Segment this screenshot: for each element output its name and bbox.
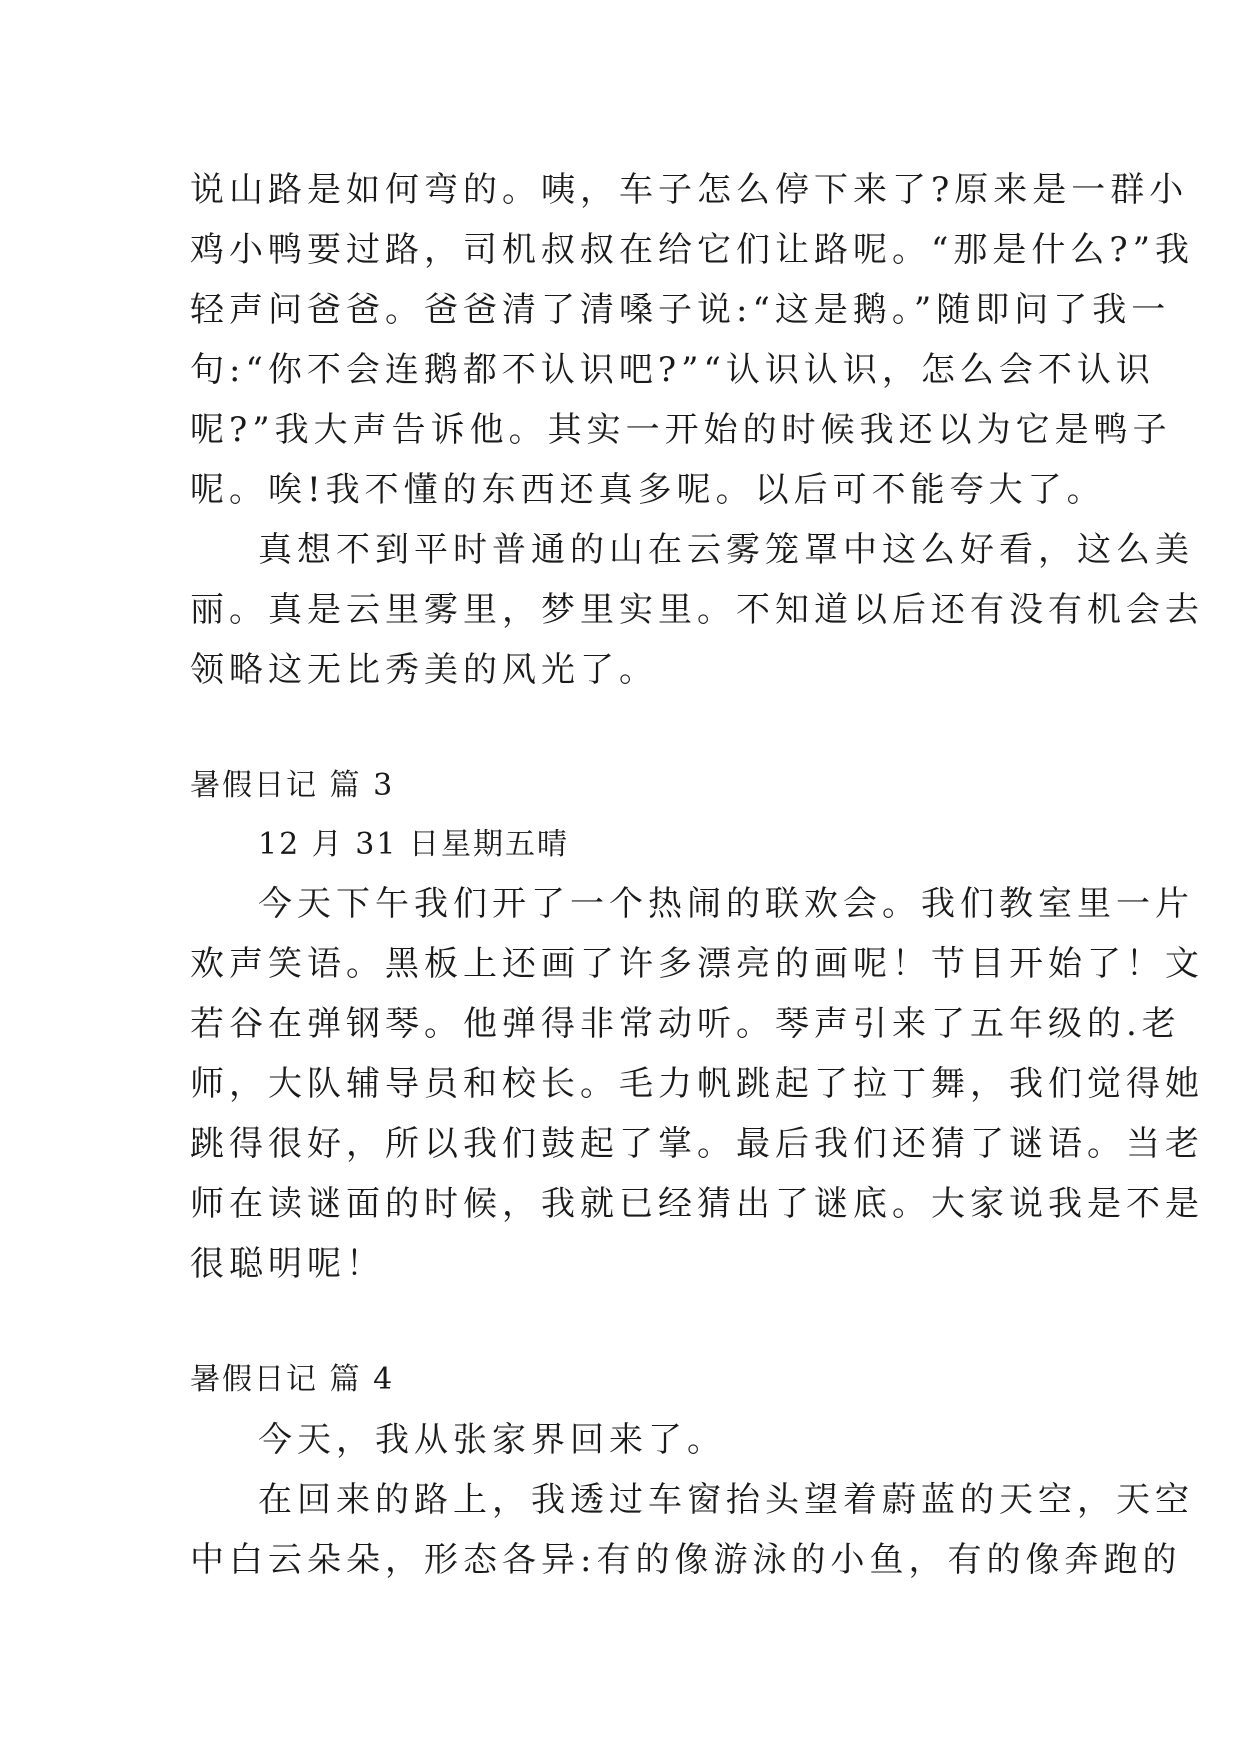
text-line: 说山路是如何弯的。咦，车子怎么停下来了?原来是一群小 [190,170,1189,210]
text-line: 师，大队辅导员和校长。毛力帆跳起了拉丁舞，我们觉得她 [190,1064,1204,1104]
text-line: 若谷在弹钢琴。他弹得非常动听。琴声引来了五年级的.老 [190,1004,1181,1044]
section-3 [190,756,1204,1294]
text-line: 欢声笑语。黑板上还画了许多漂亮的画呢！节目开始了！文 [190,944,1204,984]
paragraph [190,874,1204,1294]
text-line: 今天，我从张家界回来了。 [258,1420,726,1460]
text-line: 很聪明呢！ [190,1244,385,1284]
paragraph [190,160,1194,520]
text-line: 呢?”我大声告诉他。其实一开始的时候我还以为它是鸭子 [190,410,1172,450]
spacer [190,700,1057,756]
document-page [190,160,1204,1590]
section-heading: 暑假日记 篇 4 [190,1362,395,1397]
section-heading: 暑假日记 篇 3 [190,768,395,803]
text-line: 真想不到平时普通的山在云雾笼罩中这么好看，这么美 [258,530,1194,570]
text-line: 中白云朵朵，形态各异:有的像游泳的小鱼，有的像奔跑的 [190,1540,1182,1580]
text-line: 鸡小鸭要过路，司机叔叔在给它们让路呢。“那是什么?”我 [190,230,1194,270]
text-line: 今天下午我们开了一个热闹的联欢会。我们教室里一片 [258,884,1194,924]
text-line: 师在读谜面的时候，我就已经猜出了谜底。大家说我是不是 [190,1184,1204,1224]
spacer [190,1294,1057,1350]
text-line: 在回来的路上，我透过车窗抬头望着蔚蓝的天空，天空 [258,1480,1194,1520]
text-line: 句:“你不会连鹅都不认识吧?”“认识认识，怎么会不认识 [190,350,1155,390]
paragraph [190,1410,1057,1470]
diary-date: 12 月 31 日星期五晴 [258,827,569,862]
text-line: 呢。唉!我不懂的东西还真多呢。以后可不能夸大了。 [190,470,1106,510]
text-line: 丽。真是云里雾里，梦里实里。不知道以后还有没有机会去 [190,590,1204,630]
section-4 [190,1350,1194,1590]
text-line: 轻声问爸爸。爸爸清了清嗓子说:“这是鹅。”随即问了我一 [190,290,1171,330]
paragraph [190,520,1204,700]
paragraph [190,1470,1194,1590]
text-line: 领略这无比秀美的风光了。 [190,650,658,690]
text-line: 跳得很好，所以我们鼓起了掌。最后我们还猜了谜语。当老 [190,1124,1204,1164]
